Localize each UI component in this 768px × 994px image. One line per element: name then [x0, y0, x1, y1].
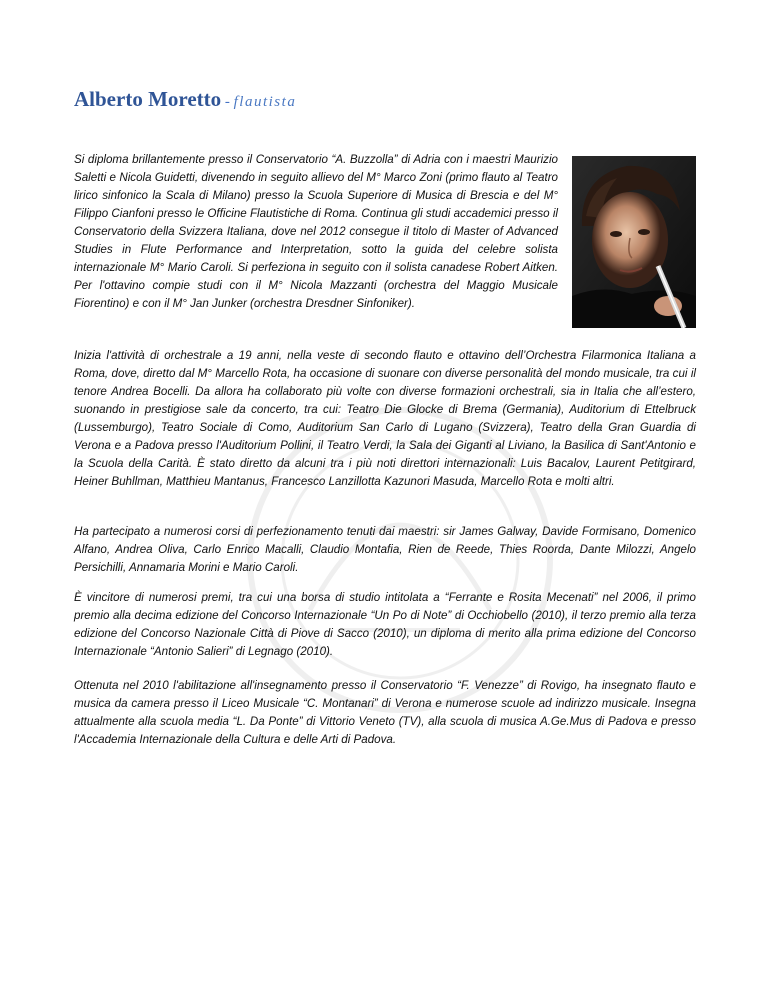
artist-role: flautista: [233, 94, 297, 110]
page-title: [74, 86, 296, 115]
paragraph-masterclasses: [74, 523, 696, 577]
title-separator: -: [221, 94, 234, 110]
paragraph-text: Ottenuta nel 2010 l'abilitazione all'insegnamento presso il Conservatorio “F. Venezze” di Rovigo, ha insegnato flauto e musica da camera presso il Liceo Musicale “C. Montanari” di Verona e numerose scuole ad indirizzo musicale. Insegna attualmente alla scuola media “L. Da Ponte” di Vittorio Veneto (TV), alla scuola di musica A.Ge.Mus di Padova e presso l'Accademia Internazionale della Cultura e delle Arti di Padova.: [74, 679, 696, 746]
paragraph-orchestral-career: [74, 347, 696, 491]
artist-photo: [572, 156, 696, 328]
paragraph-text: È vincitore di numerosi premi, tra cui una borsa di studio intitolata a “Ferrante e Rosita Mecenati” nel 2006, il primo premio alla decima edizione del Concorso Internazionale “Un Po di Note” di Occhiobello (2010), il terzo premio alla terza edizione del Concorso Nazionale Città di Piove di Sacco (2010), un diploma di merito alla prima edizione del Concorso Internazionale “Antonio Salieri” di Legnago (2010).: [74, 591, 696, 658]
paragraph-awards: [74, 589, 696, 661]
paragraph-text: Inizia l'attività di orchestrale a 19 anni, nella veste di secondo flauto e ottavino dell’Orchestra Filarmonica Italiana a Roma, dove, diretto dal M° Marcello Rota, ha occasione di suonare con diverse personalità del mondo musicale, tra cui il tenore Andrea Bocelli. Da allora ha collaborato più volte con diverse formazioni orchestrali, sia in Italia che all’estero, suonando in prestigiose sale da concerto, tra cui: Teatro Die Glocke di Brema (Germania), Auditorium di Ettelbruck (Lussemburgo), Teatro Sociale di Como, Auditorium San Carlo di Lugano (Svizzera), Teatro della Gran Guardia di Verona e a Padova presso l'Auditorium Pollini, il Teatro Verdi, la Sala dei Giganti al Liviano, la Basilica di Sant'Antonio e la Scuola della Carità. È stato diretto da alcuni tra i più noti direttori internazionali: Luis Bacalov, Laurent Petitgirard, Heiner Buhllman, Matthieu Mantanus, Francesco Lanzillotta Kazunori Masuda, Marcello Rota e molti altri.: [74, 349, 696, 488]
paragraph-education: [74, 151, 558, 313]
paragraph-text: Ha partecipato a numerosi corsi di perfezionamento tenuti dai maestri: sir James Galway, Davide Formisano, Domenico Alfano, Andrea Oliva, Carlo Enrico Macalli, Claudio Montafia, Rien de Reede, Thies Roorda, Dante Milozzi, Angelo Persichilli, Annamaria Morini e Mario Caroli.: [74, 525, 696, 574]
paragraph-text: Si diploma brillantemente presso il Conservatorio “A. Buzzolla” di Adria con i maestri Maurizio Saletti e Nicola Guidetti, divenendo in seguito allievo del M° Marco Zoni (primo flauto al Teatro lirico sinfonico la Scala di Milano) presso la Scuola Superiore di Musica di Brescia e del M° Filippo Cianfoni presso le Officine Flautistiche di Roma. Continua gli studi accademici presso il Conservatorio della Svizzera Italiana, dove nel 2012 consegue il titolo di Master of Advanced Studies in Flute Performance and Interpretation, sotto la guida del celebre solista internazionale M° Mario Caroli. Si perfeziona in seguito con il solista canadese Robert Aitken. Per l'ottavino compie studi con il M° Nicola Mazzanti (orchestra del Maggio Musicale Fiorentino) e con il M° Jan Junker (orchestra Dresdner Sinfoniker).: [74, 153, 558, 310]
artist-name: Alberto Moretto: [74, 87, 222, 111]
paragraph-teaching: [74, 677, 696, 749]
